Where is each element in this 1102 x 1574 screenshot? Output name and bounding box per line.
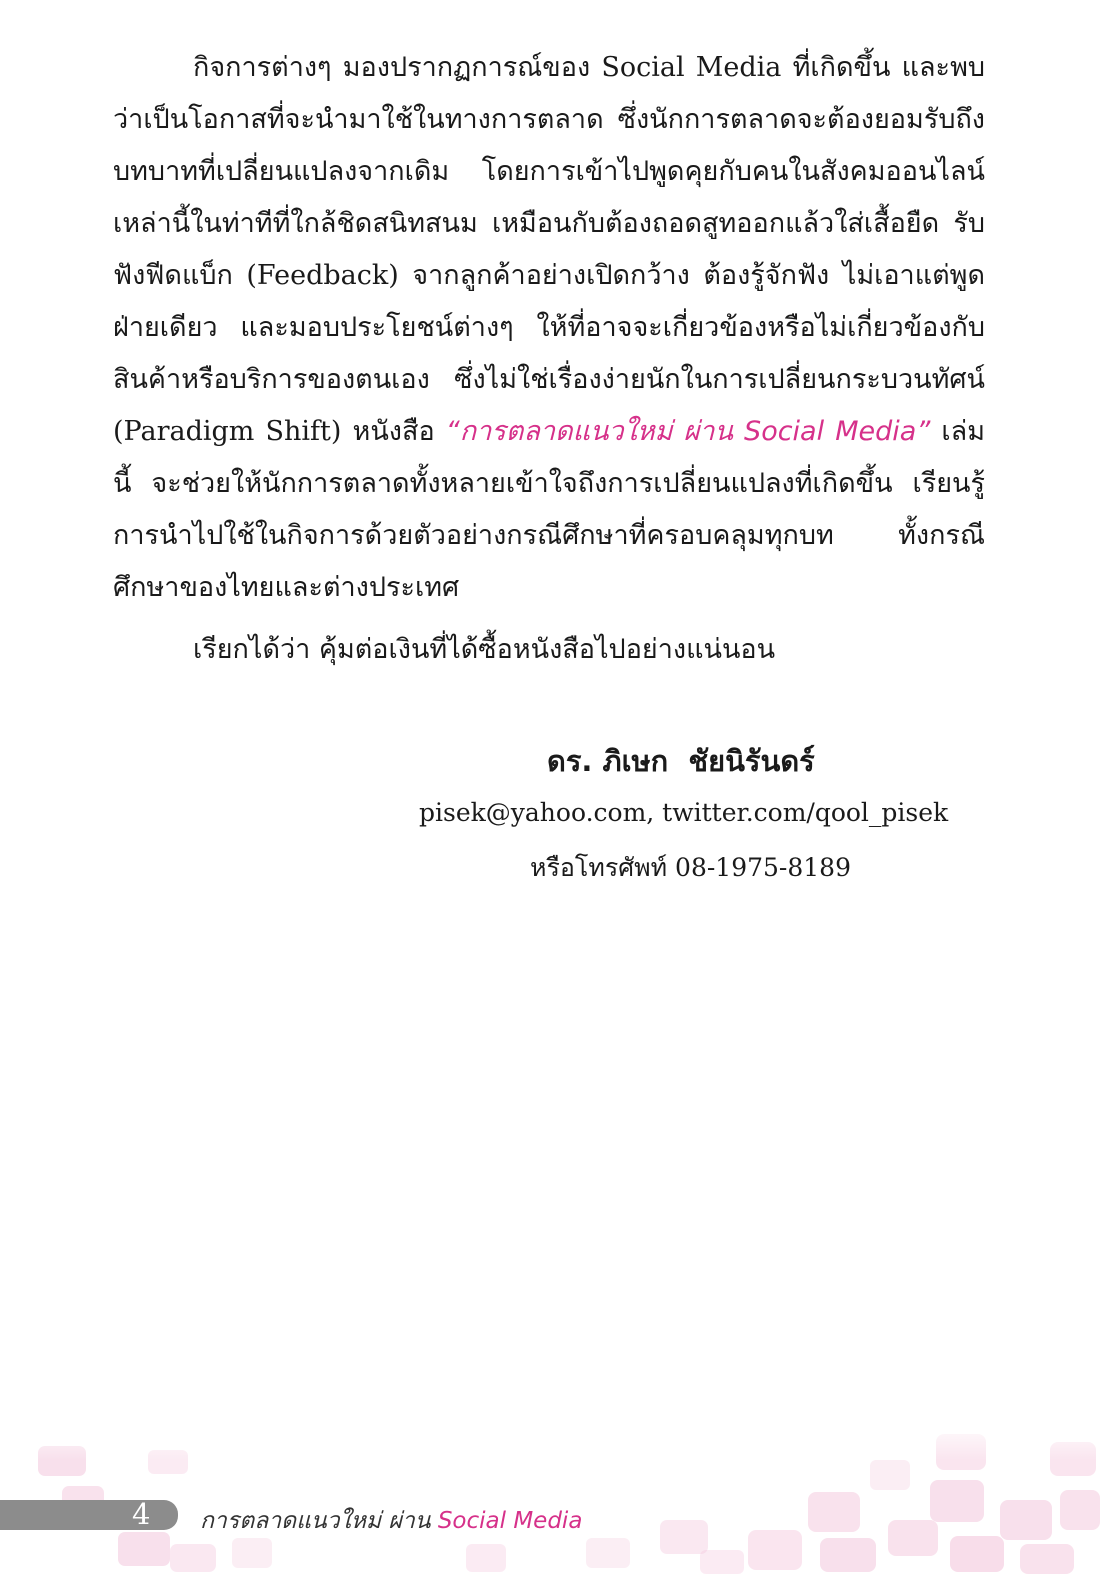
footer-title-brand: Social Media <box>437 1508 583 1534</box>
page-number-tab <box>0 1500 178 1530</box>
author-phone: หรือโทรศัพท์ 08-1975-8189 <box>530 853 851 882</box>
book-title-highlight: “การตลาดแนวใหม่ ผ่าน Social Media” <box>445 416 931 447</box>
paragraph-1-text-end: เล่มนี้ จะช่วยให้นักการตลาดทั้งหลายเข้าใจถึงการเปลี่ยนแปลงที่เกิดขึ้น เรียนรู้การนำไปใช้ในกิจการด้วยตัวอย่างกรณีศึกษาที่ครอบคลุมทุกบท ทั้งกรณีศึกษาของไทยและต่างประเทศ <box>113 416 986 603</box>
page-number: 4 <box>132 1497 151 1531</box>
paragraph-1-text: กิจการต่างๆ มองปรากฏการณ์ของ Social Media ที่เกิดขึ้น และพบว่าเป็นโอกาสที่จะนำมาใช้ในทางการตลาด ซึ่งนักการตลาดจะต้องยอมรับถึงบทบาทที่เปลี่ยนแปลงจากเดิม โดยการเข้าไปพูดคุยกับคนในสังคมออนไลน์เหล่านี้ในท่าทีที่ใกล้ชิดสนิทสนม เหมือนกับต้องถอดสูทออกแล้วใส่เสื้อยืด รับฟังฟีดแบ็ก (Feedback) จากลูกค้าอย่างเปิดกว้าง ต้องรู้จักฟัง ไม่เอาแต่พูดฝ่ายเดียว และมอบประโยชน์ต่างๆ ให้ที่อาจจะเกี่ยวข้องหรือไม่เกี่ยวข้องกับสินค้าหรือบริการของตนเอง ซึ่งไม่ใช่เรื่องง่ายนักในการเปลี่ยนกระบวนทัศน์ (Paradigm Shift) หนังสือ <box>113 52 985 447</box>
paragraph-2: เรียกได้ว่า คุ้มต่อเงินที่ได้ซื้อหนังสือไปอย่างแน่นอน <box>193 634 776 665</box>
foreword-body <box>113 42 985 676</box>
author-name: ดร. ภิเษก ชัยนิรันดร์ <box>547 744 815 778</box>
footer-decoration <box>0 1420 1102 1574</box>
running-footer-title <box>200 1503 582 1539</box>
paragraph-1 <box>113 42 985 614</box>
author-contact: pisek@yahoo.com, twitter.com/qool_pisek <box>419 798 949 827</box>
footer-title-thai: การตลาดแนวใหม่ ผ่าน <box>200 1508 438 1534</box>
